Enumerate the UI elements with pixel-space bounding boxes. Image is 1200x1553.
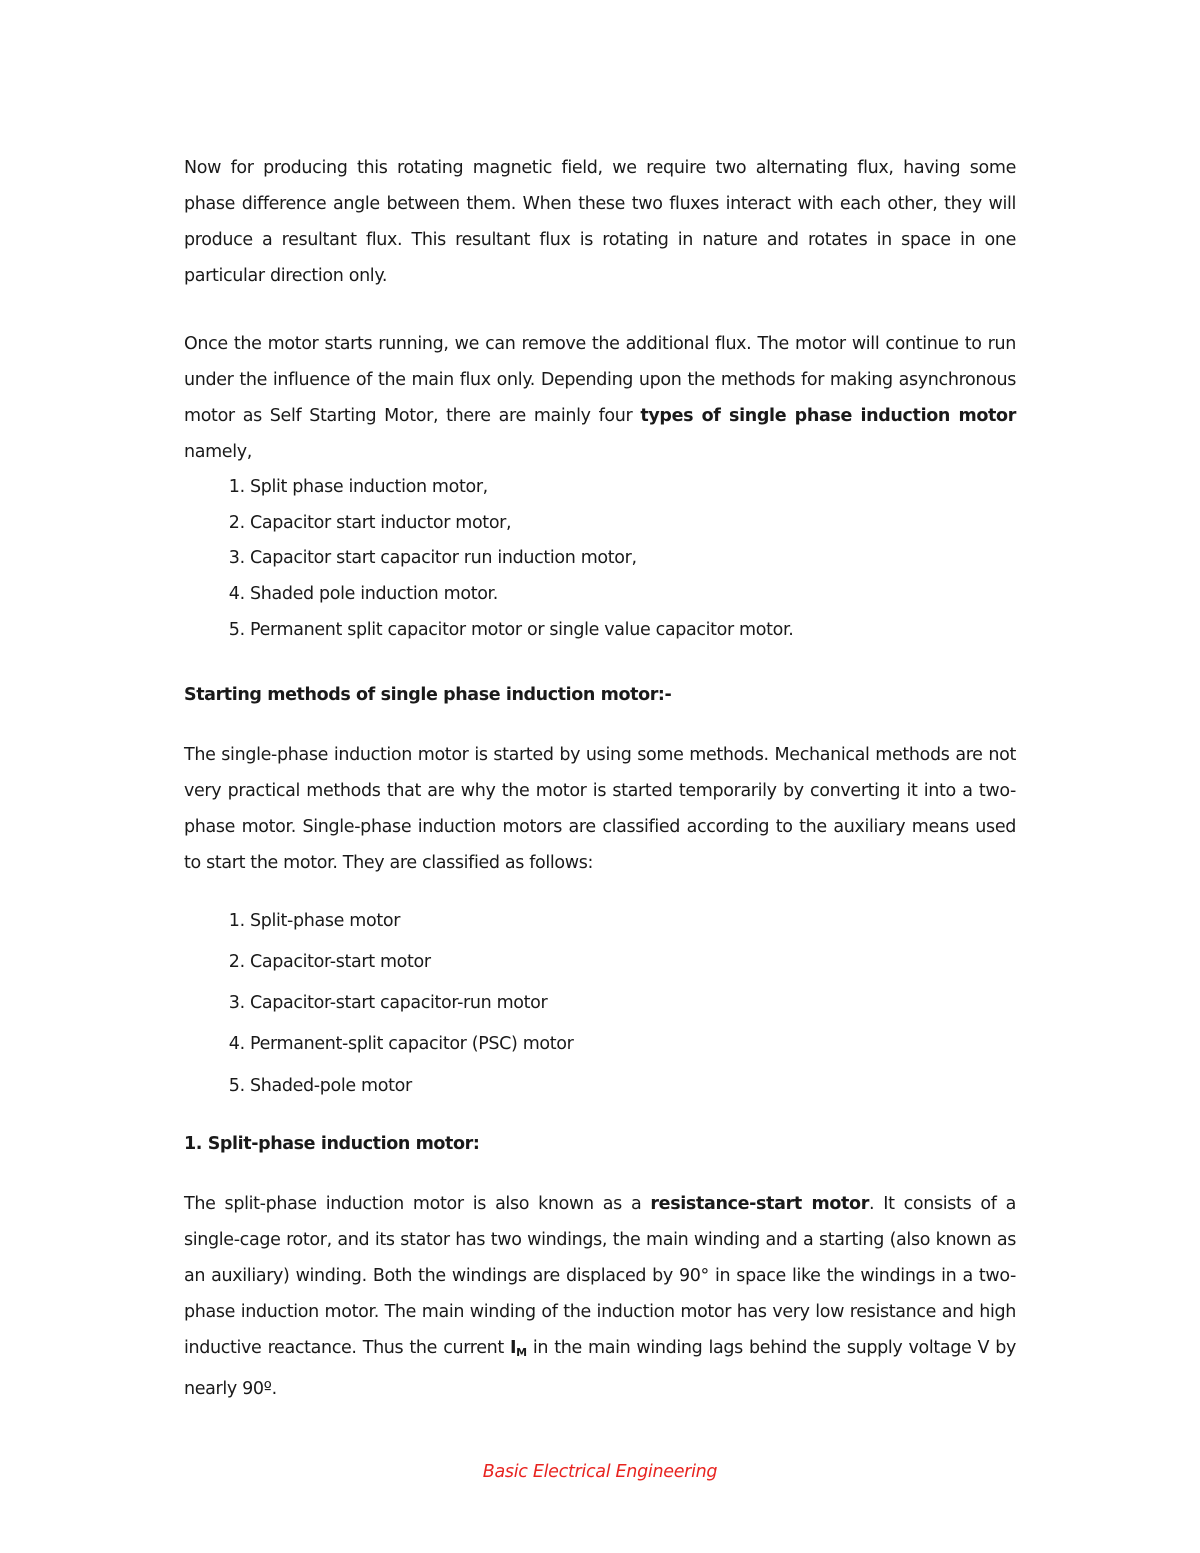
motor-types-list bbox=[184, 470, 1016, 649]
list-item: 3. Capacitor-start capacitor-run motor bbox=[250, 983, 1016, 1024]
page-footer: Basic Electrical Engineering bbox=[482, 1462, 718, 1482]
paragraph-rotating-field: Now for producing this rotating magnetic field, we require two alternating flux, having some phase difference angle between them. When these two fluxes interact with each other, they will produce a resultant flux. This resultant flux is rotating in nature and rotates in space in one particular direction only. bbox=[184, 158, 1016, 286]
current-subscript: M bbox=[516, 1346, 527, 1359]
list-item: 2. Capacitor-start motor bbox=[250, 942, 1016, 983]
list-item: 4. Permanent-split capacitor (PSC) motor bbox=[250, 1024, 1016, 1065]
page-content bbox=[184, 150, 1016, 1407]
paragraph-split-phase bbox=[184, 1186, 1016, 1407]
paragraph-motor-types-intro bbox=[184, 326, 1016, 470]
list-item: 5. Shaded-pole motor bbox=[250, 1066, 1016, 1107]
paragraph-text: . It consists of a single-cage rotor, and its stator has two windings, the main winding and a starting (also known as an auxiliary) winding. Both the windings are displaced by 90° in space like the windings in a two-phase induction motor. The main winding of the induction motor has very low resistance and high inductive reactance. Thus the current bbox=[184, 1194, 1016, 1358]
list-item: 4. Shaded pole induction motor. bbox=[250, 577, 1016, 613]
bold-term: resistance-start motor bbox=[650, 1194, 869, 1214]
section-heading-split-phase: 1. Split-phase induction motor: bbox=[184, 1134, 480, 1154]
current-letter: I bbox=[509, 1338, 517, 1358]
paragraph-text: Once the motor starts running, we can remove the additional flux. The motor will continue to run under the influence of the main flux only. Depending upon the methods for making asynchronous motor as Self Starting Motor, there are mainly four bbox=[184, 334, 1016, 426]
current-symbol bbox=[510, 1338, 527, 1358]
section-heading-starting-methods: Starting methods of single phase induction motor:- bbox=[184, 684, 672, 705]
classification-list bbox=[184, 901, 1016, 1107]
list-item: 3. Capacitor start capacitor run induction motor, bbox=[250, 541, 1016, 577]
paragraph-text: The split-phase induction motor is also known as a bbox=[184, 1194, 651, 1214]
paragraph-text: in the main winding lags behind the supply voltage V by nearly 90º. bbox=[184, 1338, 1017, 1399]
list-item: 5. Permanent split capacitor motor or single value capacitor motor. bbox=[250, 613, 1016, 649]
paragraph-text: namely, bbox=[184, 442, 252, 462]
list-item: 2. Capacitor start inductor motor, bbox=[250, 506, 1016, 542]
list-item: 1. Split-phase motor bbox=[250, 901, 1016, 942]
bold-term: types of single phase induction motor bbox=[640, 406, 1016, 426]
list-item: 1. Split phase induction motor, bbox=[250, 470, 1016, 506]
paragraph-starting-methods: The single-phase induction motor is started by using some methods. Mechanical methods are not very practical methods that are why the motor is started temporarily by converting it into a two-phase motor. Single-phase induction motors are classified according to the auxiliary means used to start the motor. They are classified as follows: bbox=[184, 744, 1016, 873]
